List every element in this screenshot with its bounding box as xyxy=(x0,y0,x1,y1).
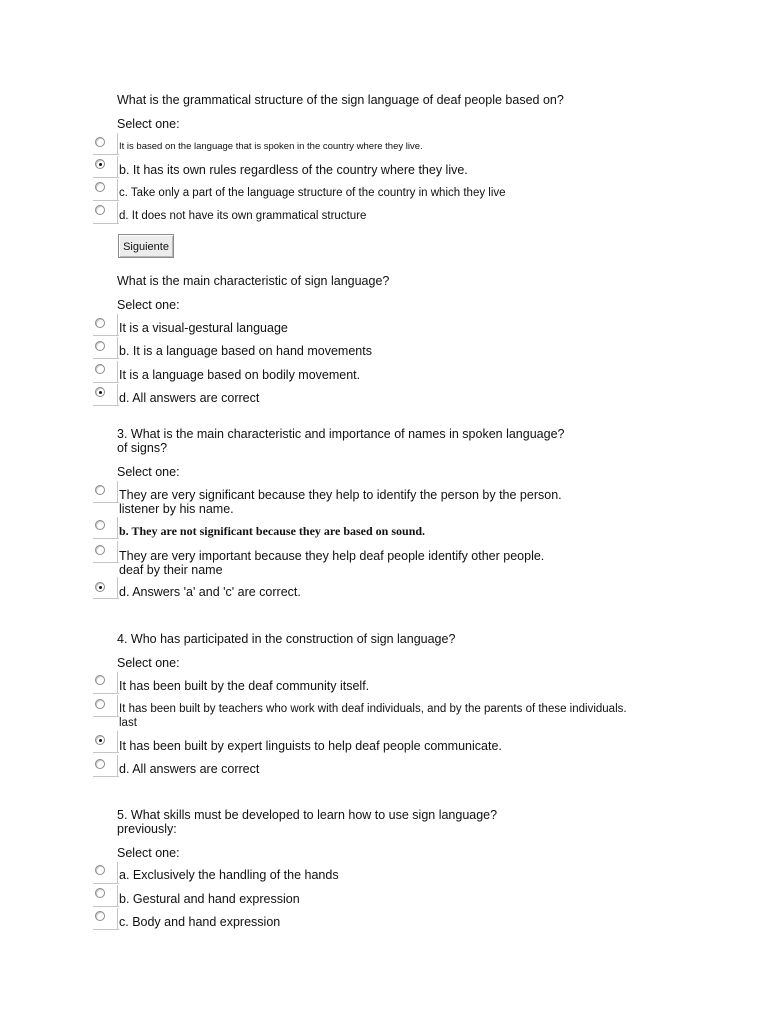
question-1-select-label: Select one: xyxy=(117,117,180,131)
question-1-text: What is the grammatical structure of the sign language of deaf people based on? xyxy=(117,93,564,107)
q2-option-b-radio[interactable] xyxy=(95,341,105,351)
q5-option-b-label: b. Gestural and hand expression xyxy=(119,892,300,906)
q4-option-a-label: It has been built by the deaf community itself. xyxy=(119,679,370,693)
q2-option-d-radio[interactable] xyxy=(95,387,105,397)
question-2-select-label: Select one: xyxy=(117,298,180,312)
q2-option-a-radio[interactable] xyxy=(95,318,105,328)
q4-option-b-label: It has been built by teachers who work with deaf individuals, and by the parents of these individuals. last xyxy=(119,703,627,729)
q1-option-d-label: d. It does not have its own grammatical structure xyxy=(119,210,367,222)
q1-option-d-radio[interactable] xyxy=(95,205,105,215)
q2-option-c-radio[interactable] xyxy=(95,364,105,374)
question-4-text: 4. Who has participated in the construction of sign language? xyxy=(117,632,456,646)
next-button[interactable]: Siguiente xyxy=(118,234,174,258)
question-3-select-label: Select one: xyxy=(117,465,180,479)
q2-option-a-label: It is a visual-gestural language xyxy=(119,321,288,335)
q5-option-b-radio[interactable] xyxy=(95,888,105,898)
q4-option-a-radio[interactable] xyxy=(95,675,105,685)
question-5-text: 5. What skills must be developed to learn how to use sign language? previously: xyxy=(117,808,498,836)
q5-option-a-radio[interactable] xyxy=(95,865,105,875)
q1-option-a-radio[interactable] xyxy=(95,137,105,147)
q3-option-b-label: b. They are not significant because they are based on sound. xyxy=(119,524,426,538)
q3-option-d-label: d. Answers 'a' and 'c' are correct. xyxy=(119,585,301,599)
question-5-select-label: Select one: xyxy=(117,846,180,860)
q2-option-d-label: d. All answers are correct xyxy=(119,391,260,405)
q4-option-b-radio[interactable] xyxy=(95,699,105,709)
q3-option-a-label: They are very significant because they help to identify the person by the person. listener by his name. xyxy=(119,488,562,516)
q2-option-b-label: b. It is a language based on hand movements xyxy=(119,344,372,358)
q4-option-c-radio[interactable] xyxy=(95,735,105,745)
q1-option-a-label: It is based on the language that is spoken in the country where they live. xyxy=(119,141,423,152)
q1-option-c-label: c. Take only a part of the language structure of the country in which they live xyxy=(119,187,506,199)
q3-option-d-radio[interactable] xyxy=(95,582,105,592)
q1-option-b-radio[interactable] xyxy=(95,159,105,169)
q5-option-c-radio[interactable] xyxy=(95,911,105,921)
q5-option-a-label: a. Exclusively the handling of the hands xyxy=(119,868,339,882)
q5-option-c-label: c. Body and hand expression xyxy=(119,915,281,929)
q4-option-d-radio[interactable] xyxy=(95,759,105,769)
q3-option-b-radio[interactable] xyxy=(95,520,105,530)
question-3-text: 3. What is the main characteristic and importance of names in spoken language? of signs? xyxy=(117,427,565,455)
q1-option-c-radio[interactable] xyxy=(95,182,105,192)
q4-option-d-label: d. All answers are correct xyxy=(119,762,260,776)
q3-option-a-radio[interactable] xyxy=(95,485,105,495)
question-2-text: What is the main characteristic of sign language? xyxy=(117,274,390,288)
q3-option-c-label: They are very important because they help deaf people identify other people. deaf by their name xyxy=(119,549,545,577)
q1-option-b-label: b. It has its own rules regardless of the country where they live. xyxy=(119,163,468,177)
q3-option-c-radio[interactable] xyxy=(95,545,105,555)
q4-option-c-label: It has been built by expert linguists to help deaf people communicate. xyxy=(119,739,502,753)
question-4-select-label: Select one: xyxy=(117,656,180,670)
q2-option-c-label: It is a language based on bodily movement. xyxy=(119,368,361,382)
